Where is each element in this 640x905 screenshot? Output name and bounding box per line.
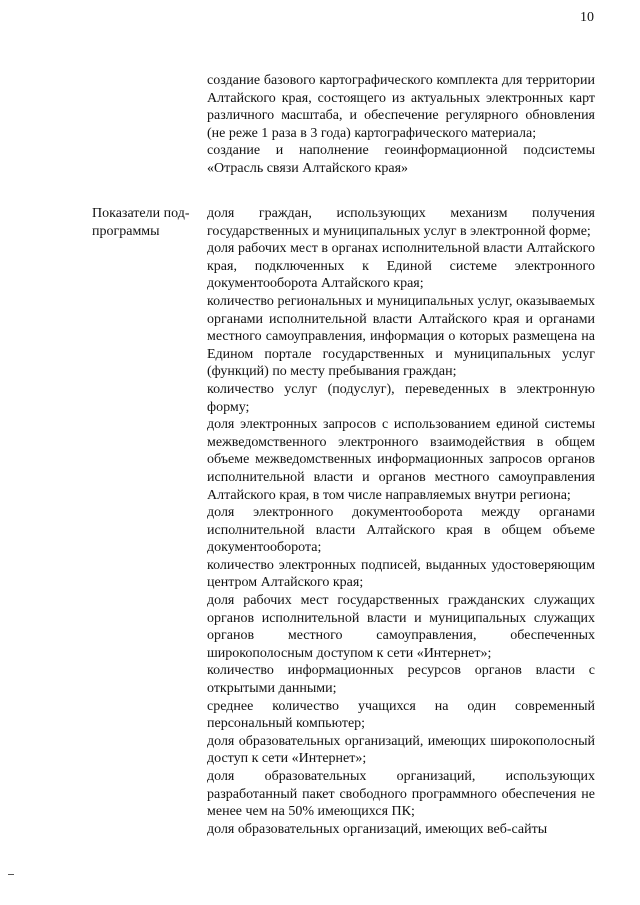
indicator-item: доля рабочих мест в органах исполнительной власти Алтайского края, подключенных к Единой системе электронного документооборота Алтайского края; (207, 241, 595, 292)
page-number: 10 (580, 10, 594, 25)
indicator-item: среднее количество учащихся на один современный персональный компьютер; (207, 698, 595, 732)
section-label-line: Показатели под- (92, 206, 190, 221)
intro-item: создание и наполнение геоинформационной подсистемы «Отрасль связи Алтайского края» (207, 143, 595, 176)
intro-text-block (207, 72, 595, 178)
intro-item: создание базового картографического комплекта для территории Алтайского края, состоящего из актуальных электронных карт различного масштаба, и обеспечение регулярного обновления (не реже 1 раза в 3 года) картографического материала; (207, 73, 595, 141)
section-label (92, 205, 204, 240)
indicator-item: количество услуг (подуслуг), переведенных в электронную форму; (207, 381, 595, 415)
indicator-item: доля образовательных организаций, имеющих веб-сайты (207, 821, 548, 837)
indicator-item: доля электронных запросов с использованием единой системы межведомственного электронного взаимодействия в общем объеме межведомственных информационных запросов органов исполнительной власти и органов местного самоуправления Алтайского края, в том числе направляемых внутри региона; (207, 417, 595, 503)
indicator-item: доля образовательных организаций, имеющих широкополосный доступ к сети «Интернет»; (207, 733, 595, 767)
indicator-item: доля рабочих мест государственных гражданских служащих органов исполнительной власти и муниципальных служащих органов местного самоуправления, обеспеченных широкополосным доступом к сети «Интернет»; (207, 593, 595, 661)
indicator-item: количество региональных и муниципальных услуг, оказываемых органами исполнительной власти Алтайского края и органами местного самоуправления, информация о которых размещена на Едином портале государственных и муниципальных услуг (функций) по месту пребывания граждан; (207, 293, 595, 380)
indicator-item: доля образовательных организаций, использующих разработанный пакет свободного программного обеспечения не менее чем на 50% имеющихся ПК; (207, 769, 595, 820)
scan-mark (8, 874, 14, 875)
section-label-line: программы (92, 223, 160, 239)
indicator-item: количество электронных подписей, выданных удостоверяющим центром Алтайского края; (207, 557, 595, 591)
indicator-item: доля граждан, использующих механизм получения государственных и муниципальных услуг в электронной форме; (207, 206, 595, 239)
indicator-item: доля электронного документооборота между органами исполнительной власти Алтайского края в общем объеме документооборота; (207, 505, 595, 556)
indicators-text-block (207, 205, 595, 838)
indicator-item: количество информационных ресурсов органов власти с открытыми данными; (207, 663, 595, 697)
